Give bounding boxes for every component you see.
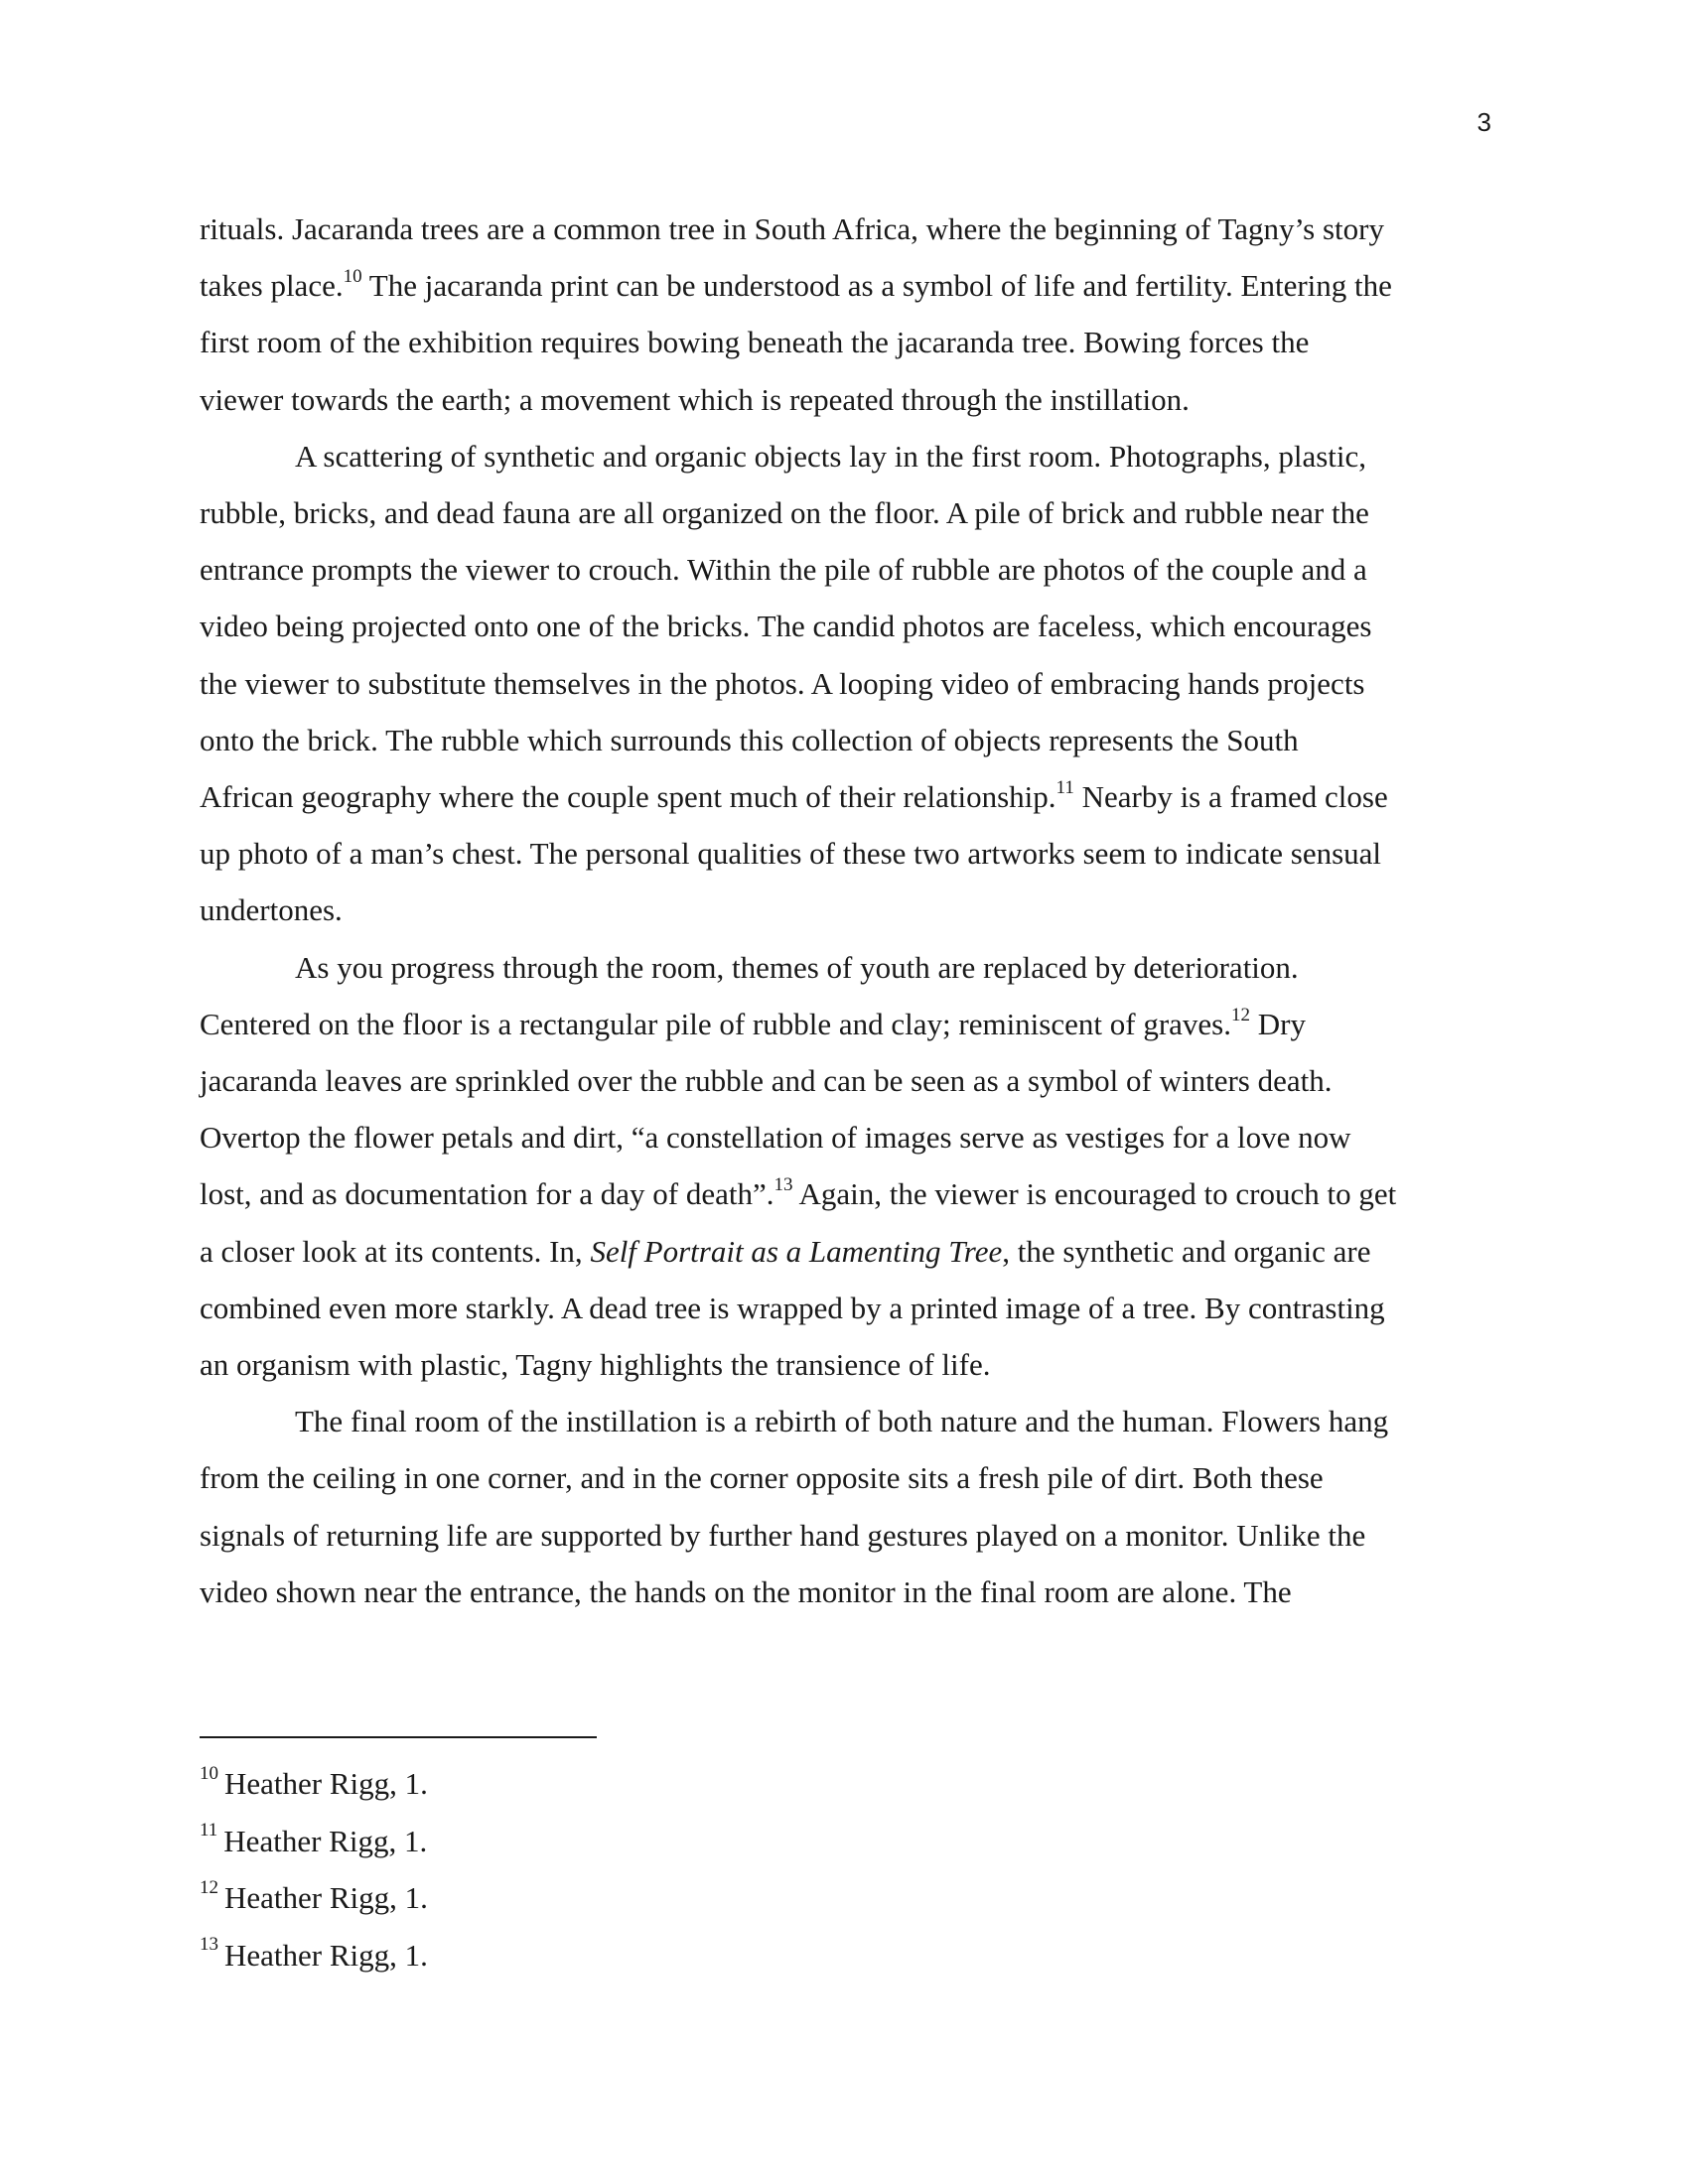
footnote-ref: 11	[1055, 776, 1074, 798]
text-segment: lost, and as documentation for a day of death”.	[200, 1176, 774, 1212]
text-line: from the ceiling in one corner, and in the corner opposite sits a fresh pile of dirt. Both these	[200, 1460, 1324, 1496]
footnote-text: Heather Rigg, 1.	[223, 1823, 428, 1858]
text-segment: Nearby is a framed close	[1073, 779, 1388, 815]
text-line	[200, 1165, 1500, 1222]
footnote-ref: 12	[1230, 1004, 1250, 1025]
paragraph	[200, 1393, 1500, 1620]
text-line: entrance prompts the viewer to crouch. Within the pile of rubble are photos of the couple and a	[200, 552, 1367, 588]
text-line: A scattering of synthetic and organic objects lay in the first room. Photographs, plastic,	[295, 438, 1367, 474]
footnote	[200, 1927, 1093, 1984]
footnote-separator	[200, 1736, 597, 1738]
text-segment: a closer look at its contents. In,	[200, 1233, 591, 1269]
footnote-ref: 10	[343, 265, 362, 287]
text-line: undertones.	[200, 892, 343, 928]
text-line: rituals. Jacaranda trees are a common tree in South Africa, where the beginning of Tagny’s story	[200, 211, 1384, 246]
footnote-number: 12	[200, 1876, 218, 1898]
text-line: first room of the exhibition requires bowing beneath the jacaranda tree. Bowing forces the	[200, 325, 1310, 360]
footnotes	[200, 1755, 1093, 1983]
text-segment: Dry	[1249, 1006, 1306, 1041]
paragraph	[200, 428, 1500, 939]
text-line: Overtop the flower petals and dirt, “a constellation of images serve as vestiges for a love now	[200, 1120, 1351, 1156]
text-line: rubble, bricks, and dead fauna are all organized on the floor. A pile of brick and rubble near the	[200, 495, 1369, 531]
text-segment: The jacaranda print can be understood as a symbol of life and fertility. Entering the	[361, 268, 1392, 304]
artwork-title: Self Portrait as a Lamenting Tree	[590, 1233, 1003, 1269]
footnote	[200, 1869, 1093, 1927]
footnote-ref: 13	[774, 1174, 793, 1196]
text-line	[200, 1223, 1500, 1280]
text-line: The final room of the instillation is a rebirth of both nature and the human. Flowers hang	[295, 1404, 1389, 1439]
paragraph	[200, 201, 1500, 428]
footnote-number: 13	[200, 1934, 218, 1956]
footnote-text: Heather Rigg, 1.	[224, 1880, 428, 1915]
text-line: onto the brick. The rubble which surrounds this collection of objects represents the South	[200, 722, 1299, 757]
text-line	[200, 257, 1500, 314]
page-number: 3	[1477, 107, 1491, 137]
text-segment: takes place.	[200, 268, 344, 304]
text-line: up photo of a man’s chest. The personal qualities of these two artworks seem to indicate sensual	[200, 836, 1382, 872]
footnote-number: 10	[200, 1762, 218, 1784]
text-segment: , the synthetic and organic are	[1002, 1233, 1371, 1269]
text-segment: Centered on the floor is a rectangular pile of rubble and clay; reminiscent of graves.	[200, 1006, 1231, 1041]
footnote	[200, 1755, 1093, 1813]
text-line: video shown near the entrance, the hands on the monitor in the final room are alone. The	[200, 1573, 1292, 1609]
footnote-text: Heather Rigg, 1.	[224, 1766, 428, 1801]
text-line: the viewer to substitute themselves in the photos. A looping video of embracing hands projects	[200, 665, 1365, 701]
text-segment: African geography where the couple spent much of their relationship.	[200, 779, 1056, 815]
footnote-text: Heather Rigg, 1.	[224, 1937, 428, 1973]
footnote	[200, 1813, 1093, 1870]
text-line: video being projected onto one of the bricks. The candid photos are faceless, which encourages	[200, 609, 1372, 644]
text-line: jacaranda leaves are sprinkled over the rubble and can be seen as a symbol of winters death.	[200, 1063, 1333, 1099]
footnote-number: 11	[200, 1820, 218, 1842]
text-line: combined even more starkly. A dead tree is wrapped by a printed image of a tree. By contrasting	[200, 1290, 1385, 1325]
text-line: viewer towards the earth; a movement which is repeated through the instillation.	[200, 381, 1190, 417]
body-text	[200, 201, 1500, 1620]
text-line: As you progress through the room, themes of youth are replaced by deterioration.	[295, 949, 1299, 985]
text-segment: Again, the viewer is encouraged to crouch to get	[792, 1176, 1397, 1212]
text-line	[200, 768, 1500, 825]
text-line	[200, 996, 1500, 1052]
text-line: signals of returning life are supported by further hand gestures played on a monitor. Unlike the	[200, 1517, 1366, 1553]
text-line: an organism with plastic, Tagny highlights the transience of life.	[200, 1347, 991, 1383]
paragraph	[200, 939, 1500, 1394]
